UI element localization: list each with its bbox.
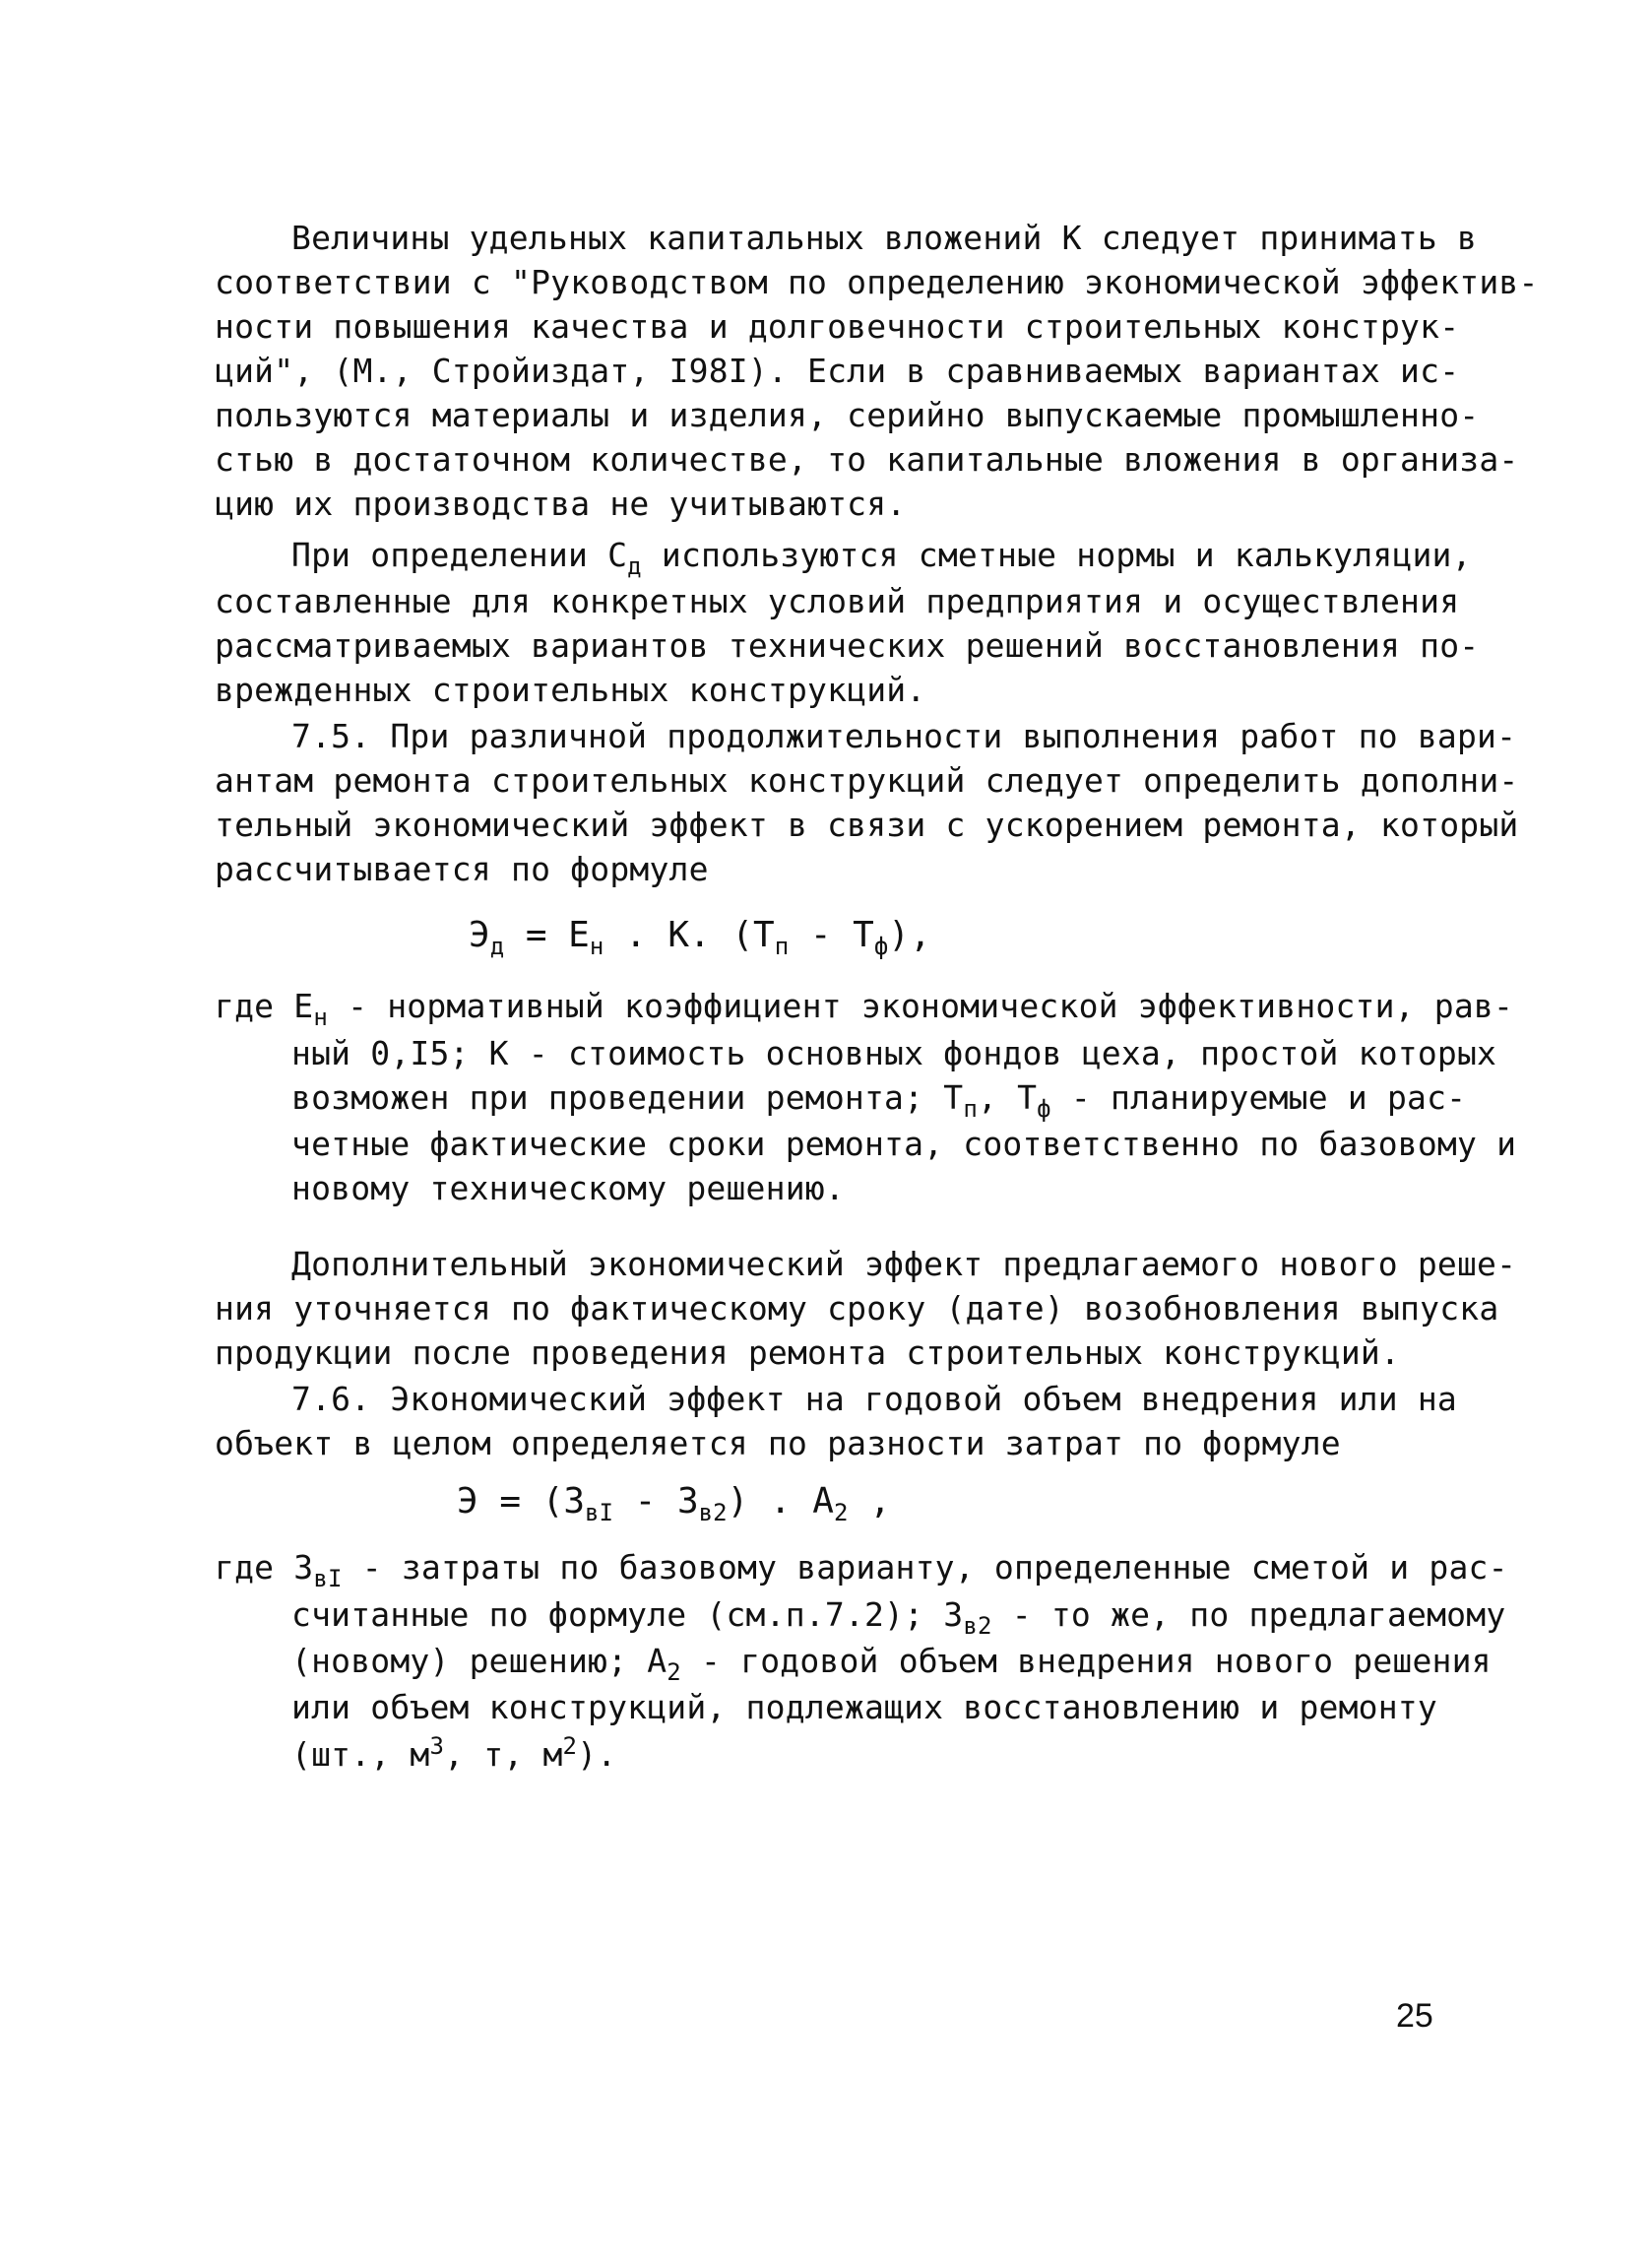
text-line: тельный экономический эффект в связи с ускорением ремонта, который bbox=[215, 806, 1519, 844]
text-line: составленные для конкретных условий предприятия и осуществления bbox=[215, 582, 1460, 620]
text-line: или объем конструкций, подлежащих восстановлению и ремонту bbox=[291, 1688, 1437, 1726]
page-number: 25 bbox=[1396, 1997, 1433, 2035]
text-line: объект в целом определяется по разности затрат по формуле bbox=[215, 1424, 1341, 1462]
text-line: пользуются материалы и изделия, серийно выпускаемые промышленно- bbox=[215, 396, 1480, 434]
text-line: ния уточняется по фактическому сроку (дате) возобновления выпуска bbox=[215, 1289, 1499, 1328]
text-line: цию их производства не учитываются. bbox=[215, 485, 907, 523]
text-line: считанные по формуле (см.п.7.2); $З_{в2}$ - то же, по предлагаемому bbox=[291, 1595, 1506, 1640]
text-line: ный 0,I5; К - стоимость основных фондов цеха, простой которых bbox=[291, 1034, 1497, 1072]
formula-economic-effect: $Э = (З_{вI} - З_{в2})$ . $А_2$ , bbox=[457, 1481, 891, 1526]
text-line: Дополнительный экономический эффект предлагаемого нового реше- bbox=[291, 1245, 1517, 1283]
formula-additional-effect: $Э_д = Е_н$ . К. $(Т_п - Т_ф)$, bbox=[469, 915, 931, 960]
text-line: продукции после проведения ремонта строительных конструкций. bbox=[215, 1333, 1401, 1372]
text-line: ности повышения качества и долговечности строительных конструк- bbox=[215, 307, 1460, 346]
text-line: 7.6. Экономический эффект на годовой объем внедрения или на bbox=[291, 1380, 1457, 1418]
text-line: антам ремонта строительных конструкций следует определить дополни- bbox=[215, 761, 1519, 800]
text-line: четные фактические сроки ремонта, соответственно по базовому и bbox=[291, 1125, 1517, 1163]
text-line: где $Е_н$ - нормативный коэффициент экономической эффективности, рав- bbox=[215, 987, 1514, 1031]
text-line: (новому) решению; $А_2$ - годовой объем внедрения нового решения bbox=[291, 1642, 1492, 1686]
text-line: (шт., $м^3$, т, $м^2$). bbox=[291, 1732, 617, 1774]
text-line: стью в достаточном количестве, то капитальные вложения в организа- bbox=[215, 440, 1519, 479]
text-line: рассматриваемых вариантов технических решений восстановления по- bbox=[215, 626, 1480, 665]
text-line: При определении $С_д$ используются сметные нормы и калькуляции, bbox=[291, 536, 1472, 580]
text-line: рассчитывается по формуле bbox=[215, 850, 709, 888]
text-line: ций", (М., Стройиздат, I98I). Если в сравниваемых вариантах ис- bbox=[215, 352, 1460, 390]
text-line: врежденных строительных конструкций. bbox=[215, 671, 926, 709]
text-line: соответствии с "Руководством по определению экономической эффектив- bbox=[215, 263, 1539, 301]
text-line: где $З_{вI}$ - затраты по базовому варианту, определенные сметой и рас- bbox=[215, 1548, 1508, 1592]
text-line: 7.5. При различной продолжительности выполнения работ по вари- bbox=[291, 717, 1517, 755]
text-line: возможен при проведении ремонта; $Т_п$, $Т_ф$ - планируемые и рас- bbox=[291, 1078, 1467, 1123]
text-line: новому техническому решению. bbox=[291, 1169, 845, 1207]
text-line: Величины удельных капитальных вложений К следует принимать в bbox=[291, 219, 1478, 257]
